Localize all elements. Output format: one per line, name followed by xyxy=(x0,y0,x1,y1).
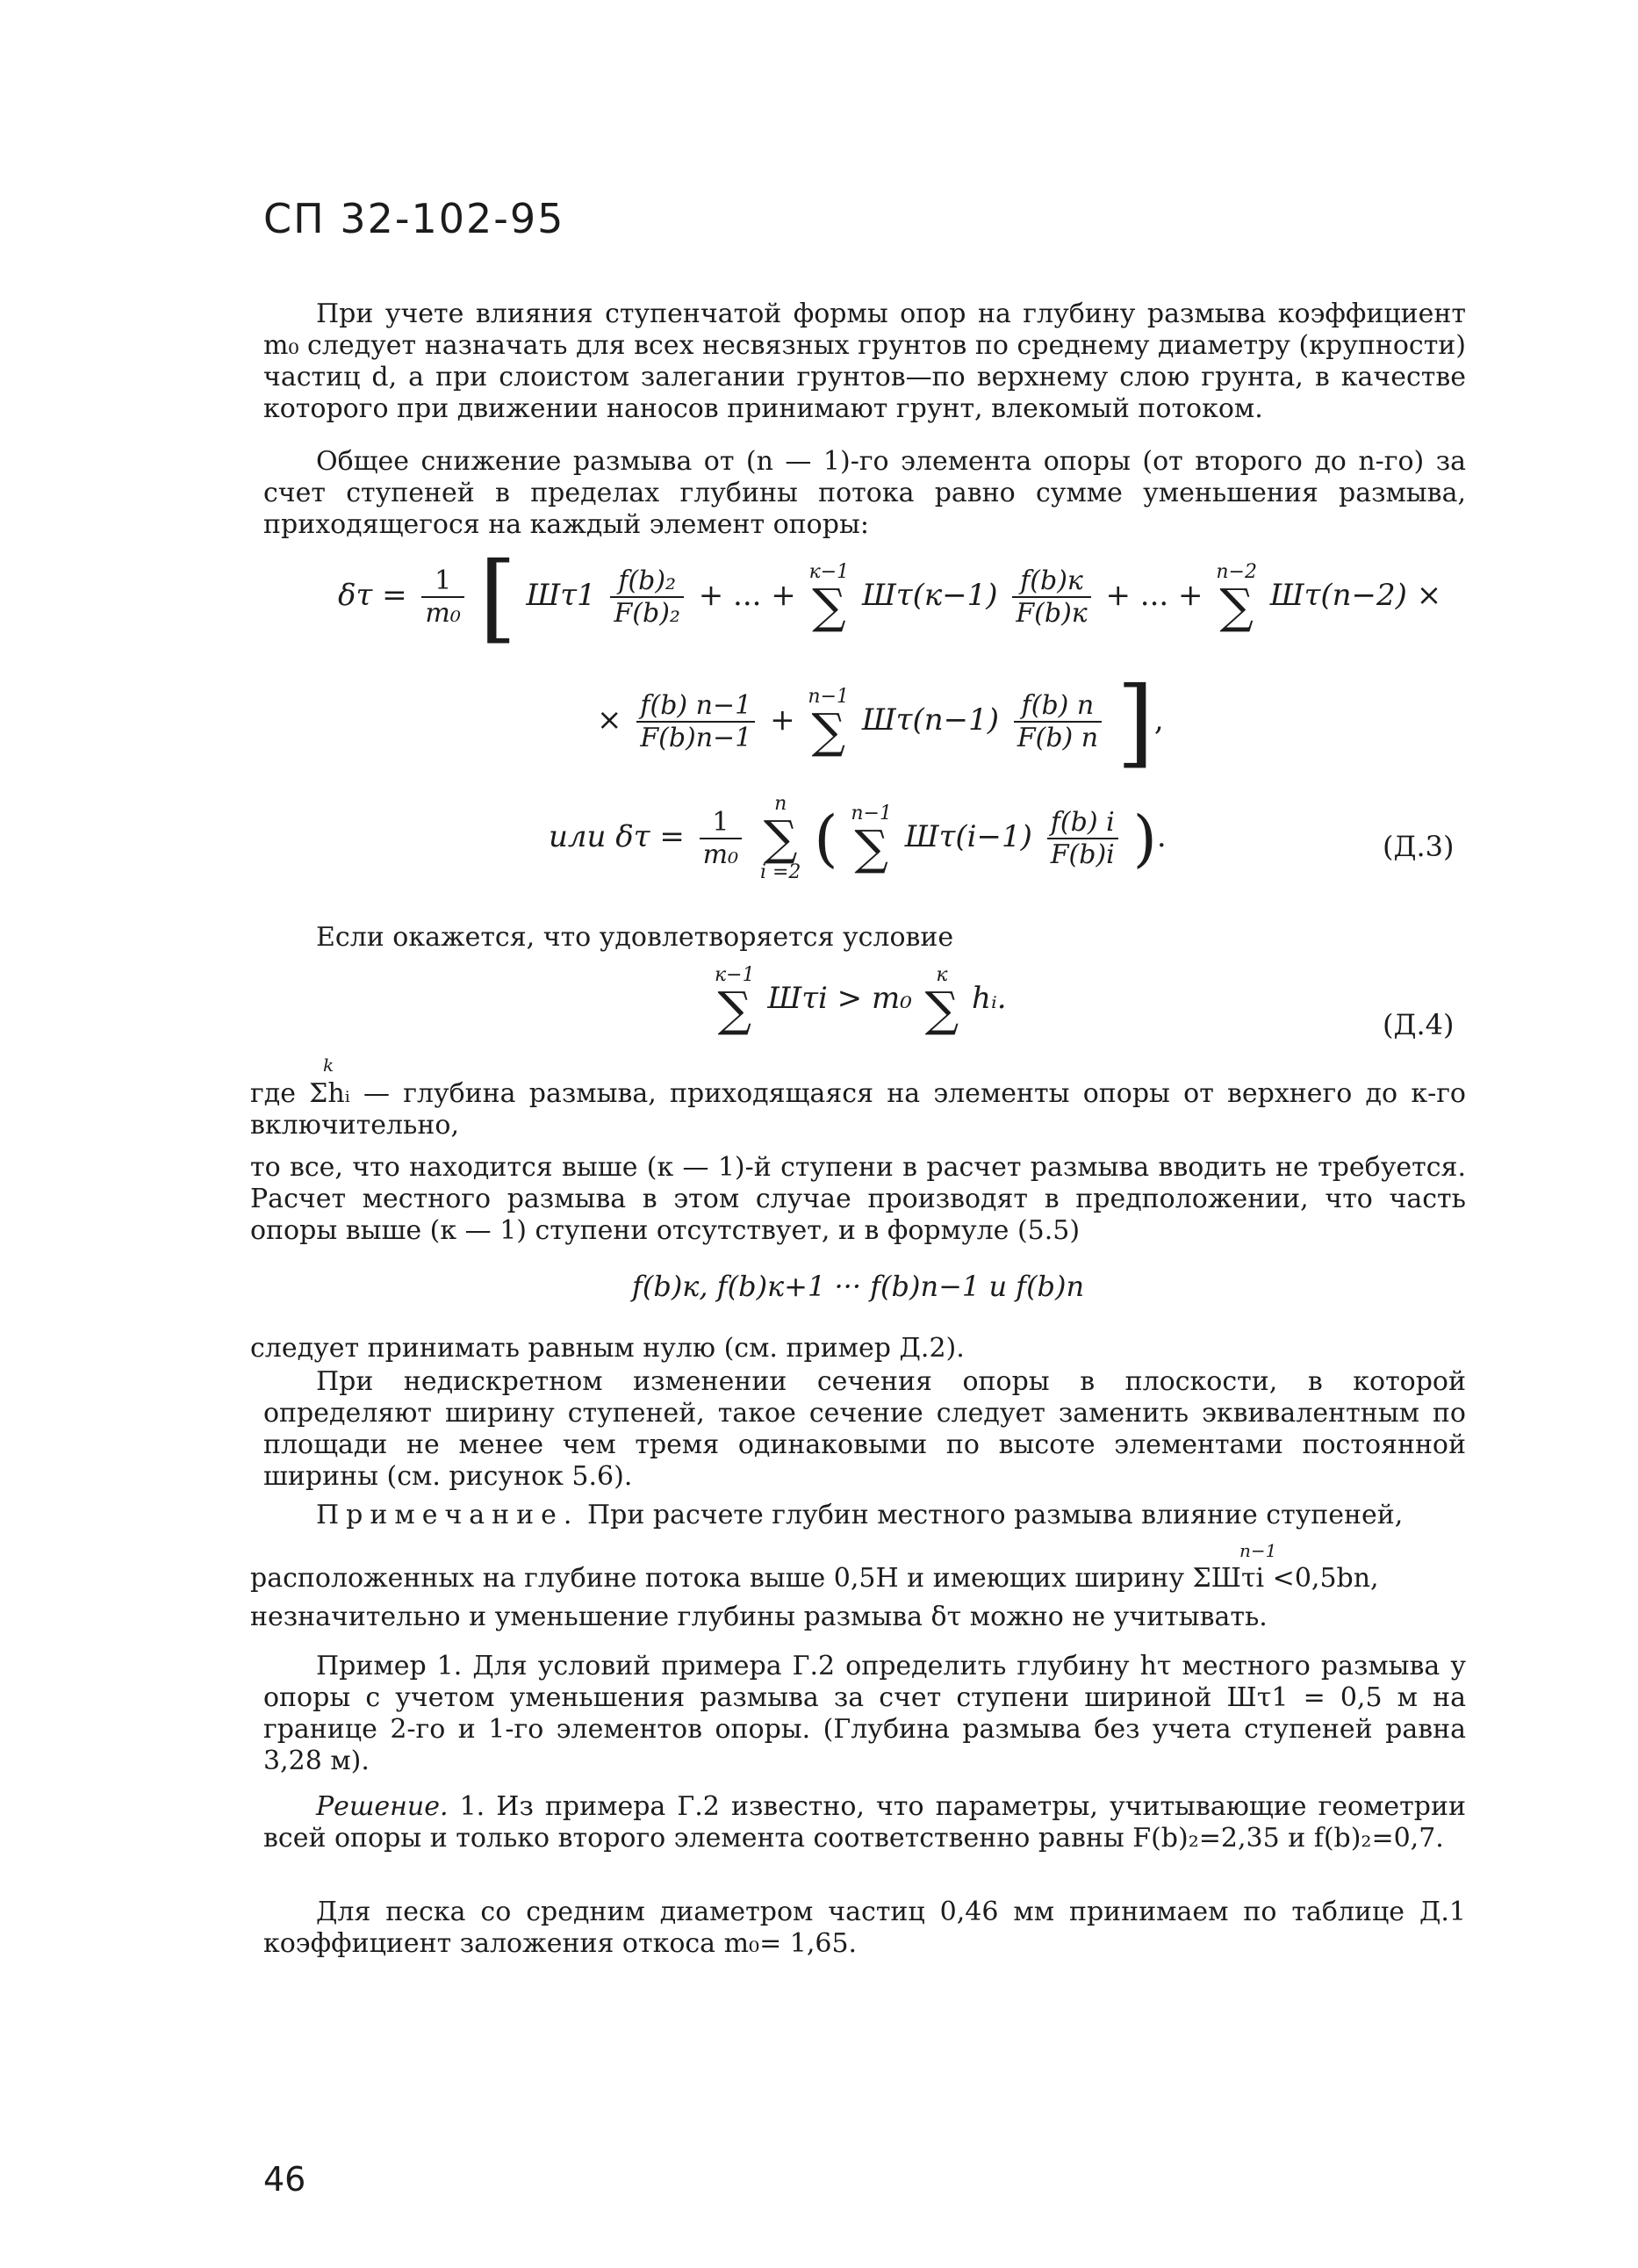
fraction-term1: $\frac{\text{f(b)₂}}{\text{F(b)₂}}$ xyxy=(610,565,683,629)
sum-cond-right: к ∑ xyxy=(924,964,959,1037)
paragraph-stepped-form: При учете влияния ступенчатой формы опор на глубину размыва коэффициент m₀ следует назначать для всех несвязных грунтов по среднему диаметру (крупности) частиц d, а при слоистом залегании грунтов—по верхнему слою грунта, в качестве которого при движении наносов принимают грунт, влекомый потоком. xyxy=(263,299,1466,424)
where-sum-limit: k xyxy=(323,1055,334,1076)
document-code-header: СП 32-102-95 xyxy=(263,195,565,242)
page-number: 46 xyxy=(263,2160,306,2199)
note-line-3: незначительно и уменьшение глубины размыва δτ можно не учитывать. xyxy=(250,1602,1268,1632)
fraction-inner: $\frac{f(b) i}{F(b)i}$ xyxy=(1047,807,1118,870)
fraction-one-over-m0-b: $\frac{1}{\text{m₀}}$ xyxy=(700,807,742,870)
paragraph-sand: Для песка со средним диаметром частиц 0,46 мм принимаем по таблице Д.1 коэффициент заложения откоса m₀= 1,65. xyxy=(263,1897,1466,1959)
paragraph-zero: следует принимать равным нулю (см. пример Д.2). xyxy=(250,1333,965,1364)
paragraph-above-step: то все, что находится выше (к — 1)-й ступени в расчет размыва вводить не требуется. Расчет местного размыва в этом случае производят в предположении, что часть опоры выше (к — 1) ступени отсутствует, и в формуле (5.5) xyxy=(250,1152,1466,1246)
sum-outer: n ∑ i =2 xyxy=(759,793,801,883)
fraction-line2: $\frac{f(b) n-1}{F(b)n-1}$ xyxy=(636,690,755,753)
fraction-termk: $\frac{f(b)к}{F(b)к}$ xyxy=(1012,565,1090,629)
equation-number-d3: (Д.3) xyxy=(1383,830,1455,863)
equation-number-d4: (Д.4) xyxy=(1383,1008,1455,1041)
equation-line-3: или δτ = $\frac{1}{\text{m₀}}$ n ∑ i =2 ( n−1 ∑ Шτ(i−1) $\frac{f(b) i}{F(b)i}$ ). xyxy=(549,793,1167,883)
equation-line-1: δτ = $\frac{1}{\text{m₀}}$ [ Шτ1 $\frac{\text{f(b)₂}}{\text{F(b)₂}}$ + ... + к−1 ∑ Шτ(к−1) $\frac{f(b)к}{F(b)к}$ + ... + n−2 ∑ Шτ(n−2) × xyxy=(338,541,1442,653)
paragraph-solution: Решение. 1. Из примера Г.2 известно, что параметры, учитывающие геометрии всей опоры и только второго элемента соответственно равны F(b)₂=2,35 и f(b)₂=0,7. xyxy=(263,1791,1466,1854)
paragraph-condition-intro: Если окажется, что удовлетворяется условие xyxy=(316,922,954,953)
paragraph-where-definition: где Σhᵢ — глубина размыва, приходящаяся на элементы опоры от верхнего до к-го включительно, xyxy=(250,1078,1466,1141)
note-sum-limit: n−1 xyxy=(1239,1540,1277,1561)
note-line-2: расположенных на глубине потока выше 0,5H и имеющих ширину ΣШτi <0,5bn, xyxy=(250,1563,1379,1594)
fraction-termn1: $\frac{f(b) n}{F(b) n}$ xyxy=(1014,690,1102,753)
paragraph-nondiscrete: При недискретном изменении сечения опоры в плоскости, в которой определяют ширину ступеней, такое сечение следует заменить эквивалентным по площади не менее чем тремя одинаковыми по высоте элементами постоянной ширины (см. рисунок 5.6). xyxy=(263,1366,1466,1492)
formula-list-fb: f(b)к, f(b)к+1 ··· f(b)n−1 и f(b)n xyxy=(632,1270,1085,1303)
paragraph-total-reduction: Общее снижение размыва от (n — 1)-го элемента опоры (от второго до n-го) за счет ступеней в пределах глубины потока равно сумме уменьшения размыва, приходящегося на каждый элемент опоры: xyxy=(263,446,1466,540)
equation-condition-d4: к−1 ∑ Шτi > m₀ к ∑ hᵢ. xyxy=(715,964,1007,1037)
equation-line-2: × $\frac{f(b) n-1}{F(b)n-1}$ + n−1 ∑ Шτ(n−1) $\frac{f(b) n}{F(b) n}$ ], xyxy=(597,666,1164,778)
fraction-one-over-m0: $\frac{1}{\text{m₀}}$ xyxy=(421,565,463,629)
note-line-1: Примечание. При расчете глубин местного размыва влияние ступеней, xyxy=(316,1500,1404,1530)
sum-cond-left: к−1 ∑ xyxy=(715,964,755,1037)
sum-k-minus-1: к−1 ∑ xyxy=(808,561,850,634)
sum-n-minus-1: n−1 ∑ xyxy=(808,686,850,759)
sum-n-minus-2: n−2 ∑ xyxy=(1216,561,1257,634)
sum-inner: n−1 ∑ xyxy=(851,803,892,875)
paragraph-example-1: Пример 1. Для условий примера Г.2 определить глубину hτ местного размыва у опоры с учетом уменьшения размыва за счет ступени шириной Шτ1 = 0,5 м на границе 2-го и 1-го элементов опоры. (Глубина размыва без учета ступеней равна 3,28 м). xyxy=(263,1651,1466,1776)
